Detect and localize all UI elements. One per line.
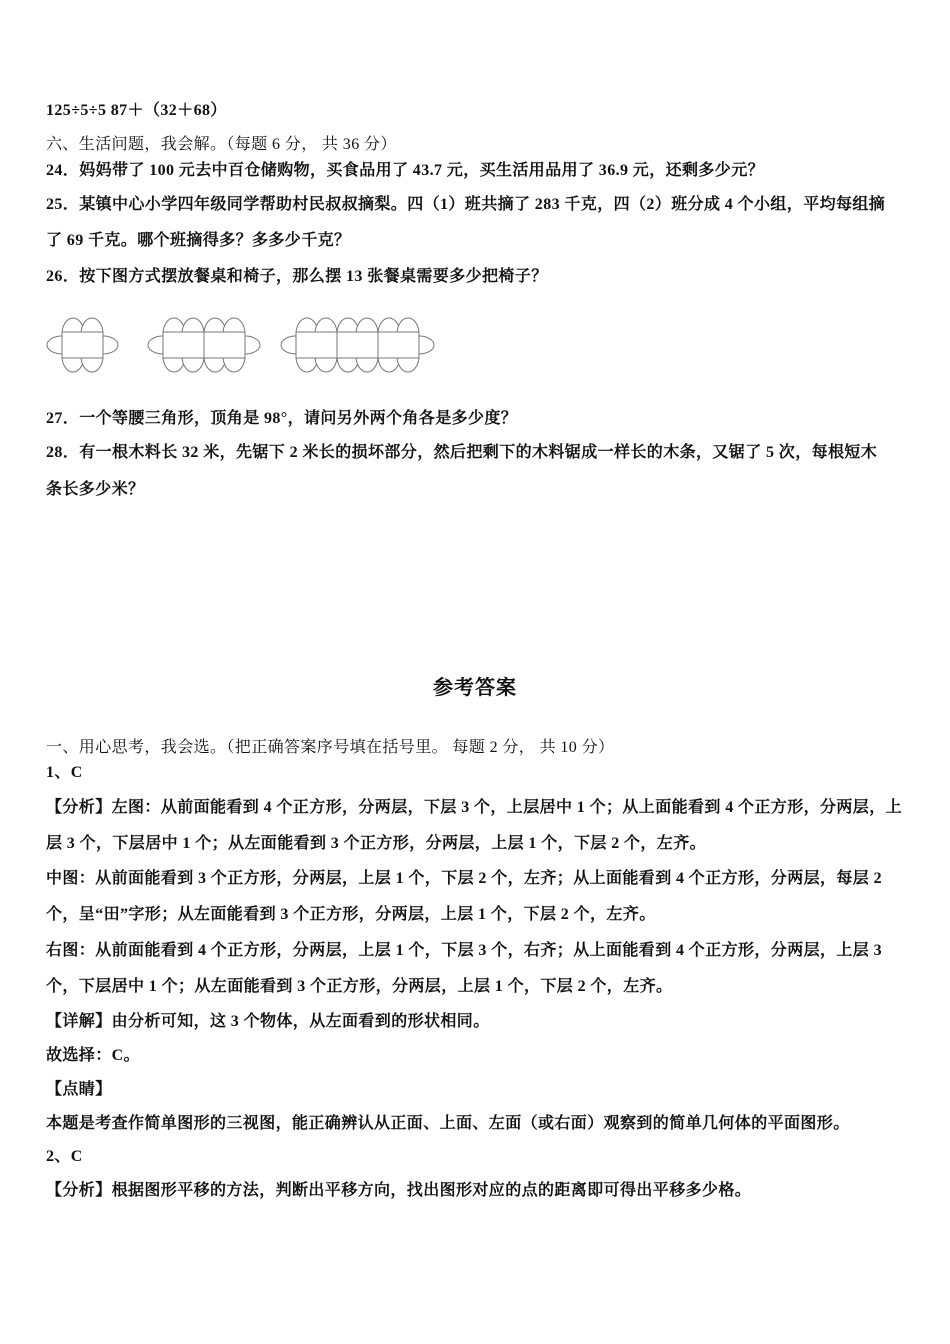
answer-1-insight-tag: 【点睛】 xyxy=(46,1081,112,1098)
table-group-3 xyxy=(281,318,434,372)
answer-1-analysis-line: 层 3 个，下层居中 1 个；从左面能看到 3 个正方形，分两层，上层 1 个，下层 2 个，左齐。 xyxy=(46,835,707,852)
answer-1-label: 1、C xyxy=(46,764,83,781)
question-25-line-1: 25．某镇中心小学四年级同学帮助村民叔叔摘梨。四（1）班共摘了 283 千克，四（2）班分成 4 个小组，平均每组摘 xyxy=(46,196,886,213)
question-24: 24．妈妈带了 100 元去中百仓储购物，买食品用了 43.7 元，买生活用品用了 36.9 元，还剩多少元？ xyxy=(46,162,765,179)
table-group-2 xyxy=(148,318,260,372)
answer-1-detail: 【详解】由分析可知，这 3 个物体，从左面看到的形状相同。 xyxy=(46,1013,490,1030)
dining-table xyxy=(62,332,103,358)
answer-1-insight: 本题是考查作简单图形的三视图，能正确辨认从正面、上面、左面（或右面）观察到的简单几何体的平面图形。 xyxy=(46,1115,850,1132)
question-27: 27．一个等腰三角形，顶角是 98°，请问另外两个角各是多少度？ xyxy=(46,410,518,427)
question-25-line-2: 了 69 千克。哪个班摘得多？多多少千克？ xyxy=(46,232,351,249)
answer-1-analysis-line: 个，呈“田”字形；从左面能看到 3 个正方形，分两层，上层 1 个，下层 2 个，左齐。 xyxy=(46,906,656,923)
answer-1-analysis-line: 中图：从前面能看到 3 个正方形，分两层，上层 1 个，下层 2 个，左齐；从上面能看到 4 个正方形，分两层，每层 2 xyxy=(46,870,883,887)
calc-expressions: 125÷5÷5 87＋（32＋68） xyxy=(46,102,227,119)
section-one-heading: 一、用心思考，我会选。（把正确答案序号填在括号里。 每题 2 分， 共 10 分） xyxy=(46,739,615,756)
dining-table xyxy=(296,332,337,358)
table-group-1 xyxy=(47,318,118,372)
question-28-line-2: 条长多少米？ xyxy=(46,481,145,498)
dining-table xyxy=(163,332,204,358)
tables-and-chairs-figure xyxy=(0,300,460,390)
answer-2-label: 2、C xyxy=(46,1148,83,1165)
answer-1-choice: 故选择：C。 xyxy=(46,1047,140,1064)
section-six-heading: 六、生活问题，我会解。（每题 6 分， 共 36 分） xyxy=(46,136,397,153)
answer-1-analysis-line: 【分析】左图：从前面能看到 4 个正方形，分两层，下层 3 个，上层居中 1 个；从上面能看到 4 个正方形，分两层，上 xyxy=(46,799,903,816)
dining-table xyxy=(204,332,245,358)
answer-1-analysis-line: 右图：从前面能看到 4 个正方形，分两层，上层 1 个，下层 3 个，右齐；从上面能看到 4 个正方形，分两层，上层 3 xyxy=(46,942,883,959)
answers-title: 参考答案 xyxy=(433,677,517,699)
question-28-line-1: 28．有一根木料长 32 米，先锯下 2 米长的损坏部分，然后把剩下的木料锯成一样长的木条，又锯了 5 次，每根短木 xyxy=(46,444,878,461)
answer-1-analysis-line: 个，下层居中 1 个；从左面能看到 3 个正方形，分两层，上层 1 个，下层 2 个，左齐。 xyxy=(46,978,673,995)
dining-table xyxy=(337,332,378,358)
dining-table xyxy=(378,332,419,358)
answer-2-analysis: 【分析】根据图形平移的方法，判断出平移方向，找出图形对应的点的距离即可得出平移多少格。 xyxy=(46,1182,752,1199)
question-26: 26．按下图方式摆放餐桌和椅子，那么摆 13 张餐桌需要多少把椅子？ xyxy=(46,268,548,285)
